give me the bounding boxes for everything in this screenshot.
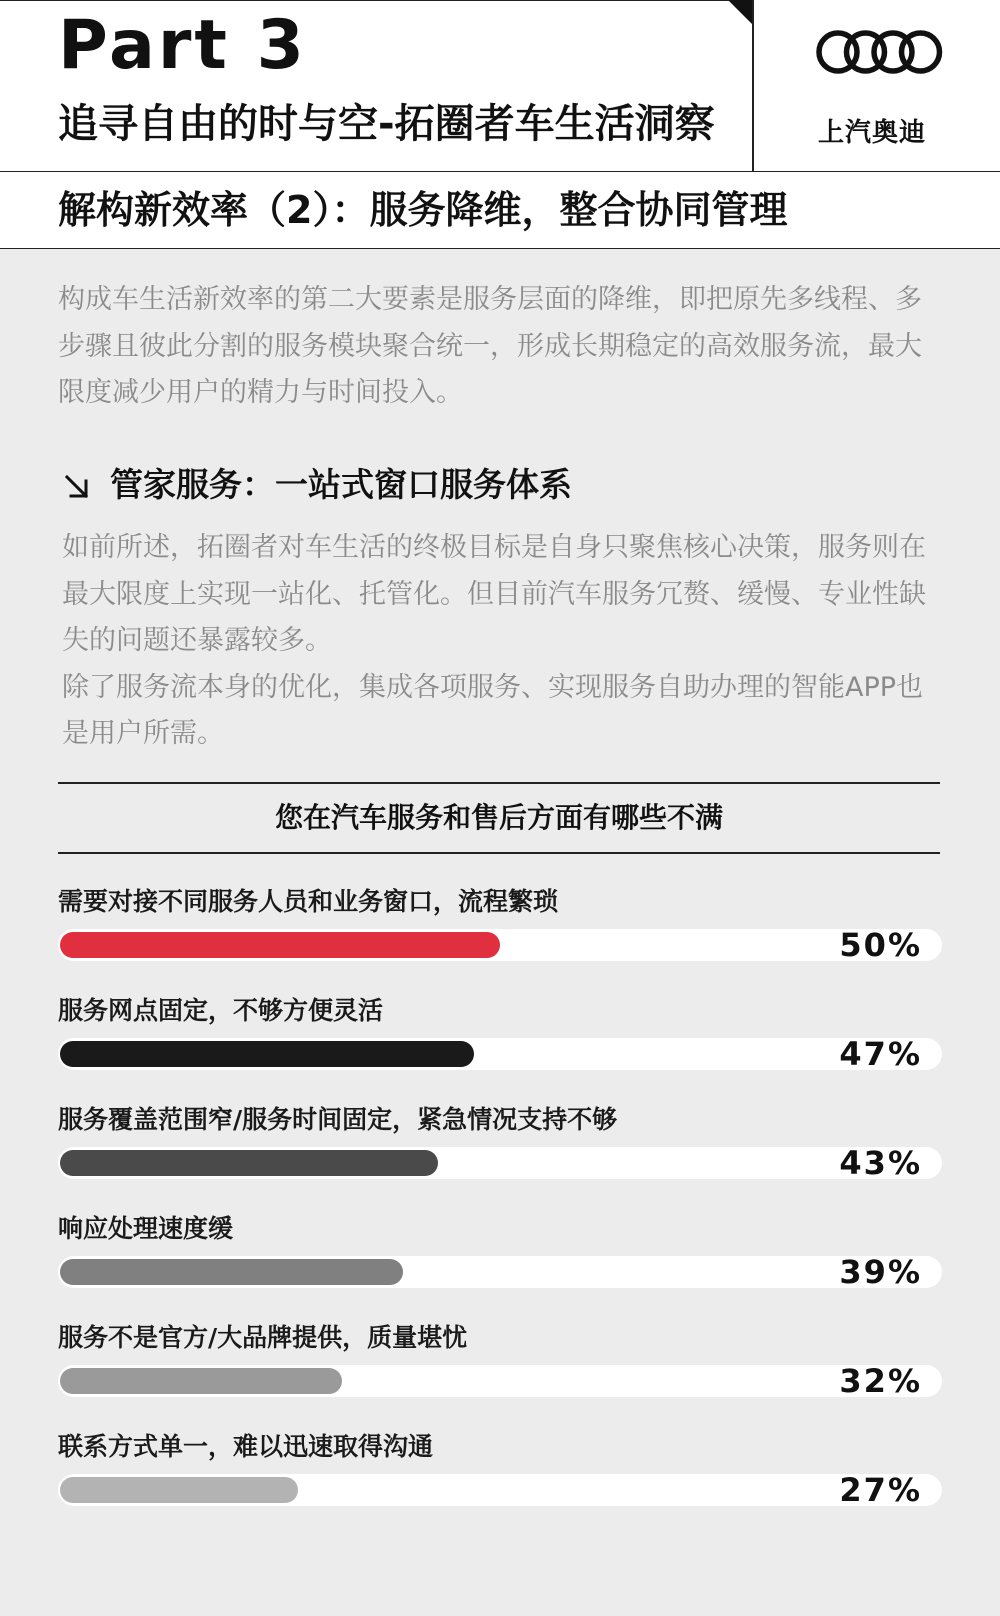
- bar-category-label: 联系方式单一，难以迅速取得沟通: [58, 1432, 434, 1461]
- bar-row: [58, 1100, 944, 1196]
- section-banner: [0, 172, 1000, 249]
- bar-row: [58, 882, 944, 978]
- bar-category-label: 服务覆盖范围窄/服务时间固定，紧急情况支持不够: [58, 1105, 618, 1134]
- section-heading-text: 管家服务：一站式窗口服务体系: [110, 465, 572, 504]
- header-top-rule: [0, 0, 752, 1]
- bar-category-label: 响应处理速度缓: [58, 1214, 234, 1243]
- section-body: [62, 525, 944, 758]
- bar: [60, 1477, 298, 1503]
- page-header: [0, 0, 1000, 172]
- bar-value-label: 39%: [839, 1253, 922, 1291]
- bar: [60, 1041, 474, 1067]
- audi-rings-logo-icon: [815, 27, 943, 77]
- body-paragraph: 如前所述，拓圈者对车生活的终极目标是自身只聚焦核心决策，服务则在最大限度上实现一站化、托管化。但目前汽车服务冗赘、缓慢、专业性缺失的问题还暴露较多。: [62, 532, 926, 656]
- bar-track: [58, 1256, 942, 1288]
- bar-value-label: 27%: [839, 1471, 922, 1509]
- bar-row: [58, 1209, 944, 1305]
- bar-value-label: 47%: [839, 1035, 922, 1073]
- part-title: Part 3: [58, 6, 307, 85]
- bar-value-label: 50%: [839, 926, 922, 964]
- bar-category-label: 服务不是官方/大品牌提供，质量堪忧: [58, 1323, 468, 1352]
- bar-category-label: 需要对接不同服务人员和业务窗口，流程繁琐: [58, 887, 559, 916]
- bar-track: [58, 1474, 942, 1506]
- bar-value-label: 43%: [839, 1144, 922, 1182]
- bar-category-label: 服务网点固定，不够方便灵活: [58, 996, 384, 1025]
- section-heading: [62, 460, 572, 510]
- bar-row: [58, 1427, 944, 1523]
- bar-row: [58, 991, 944, 1087]
- body-paragraph: 除了服务流本身的优化，集成各项服务、实现服务自助办理的智能APP也是用户所需。: [62, 671, 924, 749]
- bar: [60, 1259, 403, 1285]
- chart-title: 您在汽车服务和售后方面有哪些不满: [274, 801, 723, 834]
- bar-track: [58, 1147, 942, 1179]
- arrow-down-right-icon: [62, 472, 92, 502]
- chart-top-rule: [58, 782, 940, 784]
- brand-name: 上汽奥迪: [818, 118, 927, 148]
- bar-track: [58, 1038, 942, 1070]
- bar-value-label: 32%: [839, 1362, 922, 1400]
- bar-track: [58, 929, 942, 961]
- header-divider: [752, 0, 754, 171]
- section-banner-title: 解构新效率（2）：服务降维，整合协同管理: [58, 188, 788, 232]
- chart-title-rule: [58, 852, 940, 854]
- page-title: 追寻自由的时与空-拓圈者车生活洞察: [58, 101, 715, 147]
- corner-notch: [728, 0, 752, 24]
- bar: [60, 1368, 342, 1394]
- bar-track: [58, 1365, 942, 1397]
- bar: [60, 1150, 438, 1176]
- intro-paragraph: 构成车生活新效率的第二大要素是服务层面的降维，即把原先多线程、多步骤且彼此分割的服务模块聚合统一，形成长期稳定的高效服务流，最大限度减少用户的精力与时间投入。: [58, 284, 922, 408]
- bar-row: [58, 1318, 944, 1414]
- bar: [60, 932, 500, 958]
